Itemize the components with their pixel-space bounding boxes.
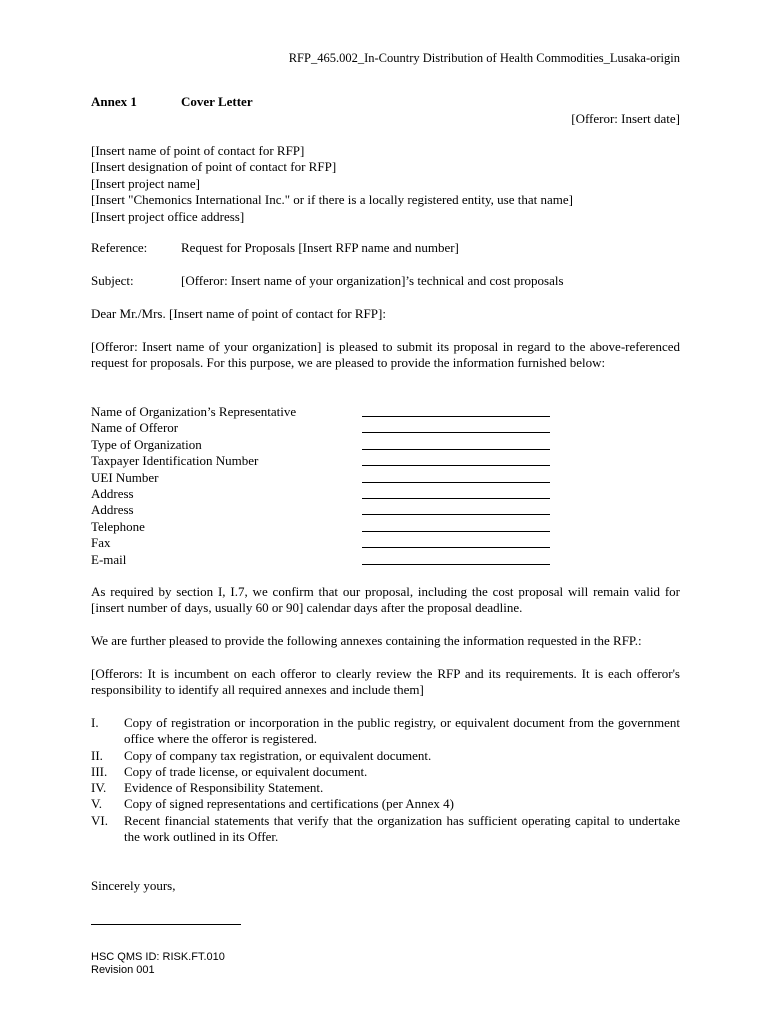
list-item-number: III.: [91, 763, 108, 779]
field-blank-line: [362, 420, 550, 436]
field-label: UEI Number: [91, 469, 159, 485]
field-blank-line: [362, 502, 550, 518]
field-label: Type of Organization: [91, 436, 202, 452]
contact-address-block: [91, 143, 573, 225]
list-item-text: Copy of signed representations and certifications (per Annex 4): [124, 796, 454, 812]
offeror-information-fields: [91, 404, 561, 568]
document-header: RFP_465.002_In-Country Distribution of Health Commodities_Lusaka-origin: [288, 51, 680, 65]
list-item-text: Copy of registration or incorporation in the public registry, or equivalent document from the government office where the offeror is registered.: [124, 715, 680, 747]
signature-line: [91, 924, 241, 925]
field-label: Name of Organization’s Representative: [91, 404, 297, 419]
field-row: [91, 437, 561, 453]
date-placeholder: [Offeror: Insert date]: [571, 111, 680, 126]
document-footer: [91, 951, 225, 977]
field-label: Name of Offeror: [91, 420, 179, 436]
field-label: Taxpayer Identification Number: [91, 453, 259, 469]
field-blank-line: [362, 535, 550, 551]
field-blank-line: [362, 552, 550, 568]
contact-line: [Insert name of point of contact for RFP]: [91, 143, 305, 158]
annex-title: Cover Letter: [181, 94, 253, 109]
list-item-number: IV.: [91, 780, 107, 796]
list-item-number: II.: [91, 747, 103, 763]
field-blank-line: [362, 486, 550, 502]
field-blank-line: [362, 519, 550, 535]
contact-line: [Insert "Chemonics International Inc." or if there is a locally registered entity, use that name]: [91, 192, 573, 208]
contact-line: [Insert project office address]: [91, 208, 245, 224]
revision-number: Revision 001: [91, 964, 155, 976]
list-item-text: Copy of trade license, or equivalent document.: [124, 763, 368, 779]
offeror-note-paragraph: [Offerors: It is incumbent on each offeror to clearly review the RFP and its requirements. It is each offeror's responsibility to identify all required annexes and include them]: [91, 666, 680, 698]
closing-salutation: Sincerely yours,: [91, 878, 176, 893]
list-item: [91, 780, 680, 796]
list-item-number: VI.: [91, 812, 108, 828]
required-annexes-list: [91, 715, 680, 845]
field-label: Telephone: [91, 518, 145, 534]
field-row: [91, 552, 561, 568]
list-item: [91, 715, 680, 748]
field-blank-line: [362, 453, 550, 469]
list-item-text: Copy of company tax registration, or equivalent document.: [124, 747, 432, 763]
intro-paragraph: [Offeror: Insert name of your organization] is pleased to submit its proposal in regard to the above-referenced request for proposals. For this purpose, we are pleased to provide the information furnished below:: [91, 339, 680, 371]
list-item-number: V.: [91, 796, 102, 812]
reference-label: Reference:: [91, 240, 148, 255]
field-row: [91, 519, 561, 535]
field-blank-line: [362, 470, 550, 486]
list-item-text: Recent financial statements that verify that the organization has sufficient operating capital to undertake the work outlined in its Offer.: [124, 812, 680, 845]
field-row: [91, 453, 561, 469]
field-row: [91, 404, 561, 420]
field-row: [91, 486, 561, 502]
field-row: [91, 470, 561, 486]
subject-label: Subject:: [91, 273, 134, 288]
qms-id: HSC QMS ID: RISK.FT.010: [91, 951, 225, 963]
validity-paragraph: As required by section I, I.7, we confirm that our proposal, including the cost proposal will remain valid for [insert number of days, usually 60 or 90] calendar days after the proposal deadline.: [91, 584, 680, 616]
list-item-number: I.: [91, 715, 99, 730]
contact-line: [Insert project name]: [91, 175, 201, 191]
list-item: [91, 748, 680, 764]
list-item: [91, 813, 680, 846]
list-item-text: Evidence of Responsibility Statement.: [124, 780, 324, 796]
annexes-intro-paragraph: We are further pleased to provide the following annexes containing the information requested in the RFP.:: [91, 633, 642, 648]
field-label: Address: [91, 485, 134, 501]
field-row: [91, 502, 561, 518]
list-item: [91, 764, 680, 780]
annex-number: Annex 1: [91, 94, 137, 109]
salutation: Dear Mr./Mrs. [Insert name of point of contact for RFP]:: [91, 306, 386, 321]
reference-value: Request for Proposals [Insert RFP name and number]: [181, 240, 459, 255]
contact-line: [Insert designation of point of contact for RFP]: [91, 159, 337, 175]
field-label: E-mail: [91, 551, 127, 567]
field-row: [91, 420, 561, 436]
field-blank-line: [362, 437, 550, 453]
field-row: [91, 535, 561, 551]
field-label: Address: [91, 502, 134, 518]
field-label: Fax: [91, 535, 111, 551]
list-item: [91, 796, 680, 812]
field-blank-line: [362, 404, 550, 420]
subject-value: [Offeror: Insert name of your organization]’s technical and cost proposals: [181, 273, 564, 288]
